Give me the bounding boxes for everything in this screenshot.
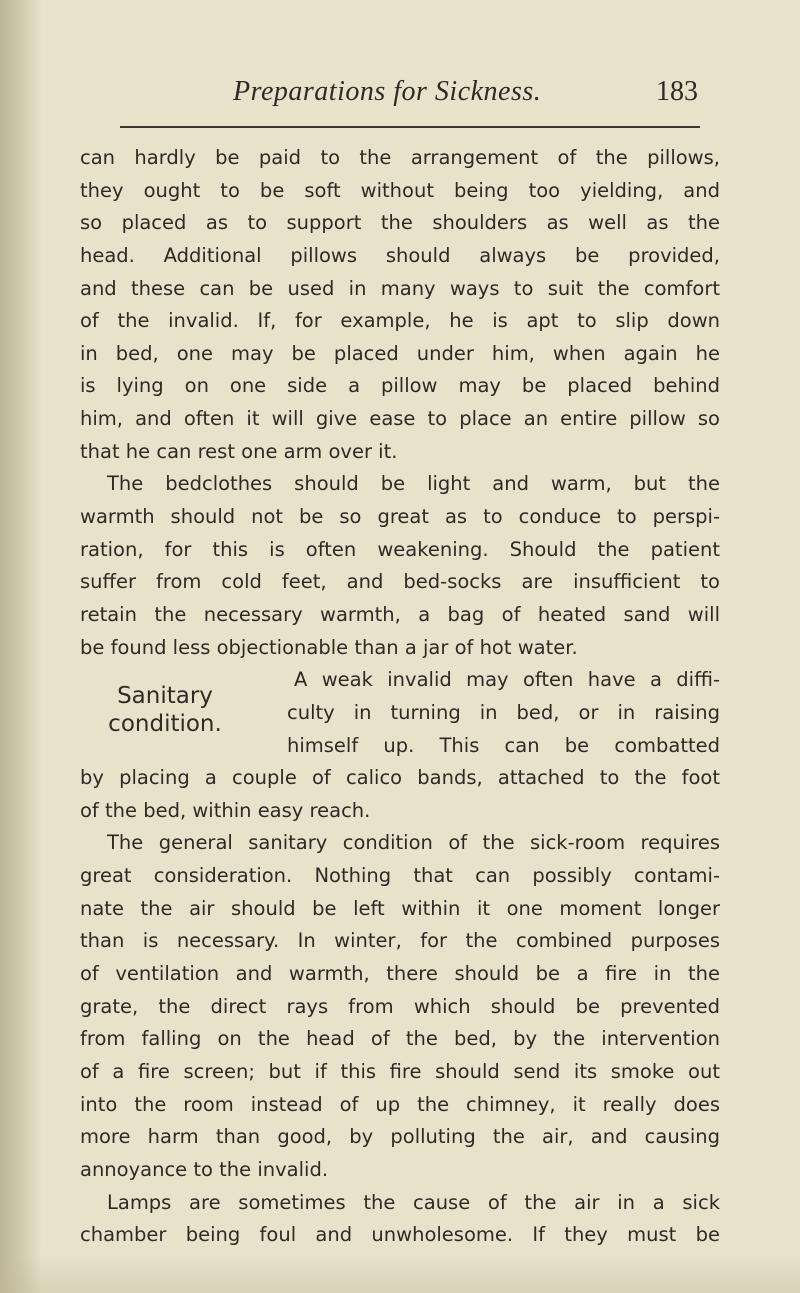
text-line: than is necessary. In winter, for the combined purposes: [80, 929, 720, 953]
running-title: Preparations for Sickness.: [233, 76, 542, 107]
text-line: ration, for this is often weakening. Should the patient: [80, 537, 720, 561]
text-line: can hardly be paid to the arrangement of the pillows,: [80, 146, 720, 169]
text-line: The bedclothes should be light and warm, but the: [107, 472, 720, 496]
text-line: is lying on one side a pillow may be placed behind: [80, 374, 720, 398]
text-line: they ought to be soft without being too yielding, and: [80, 178, 720, 202]
text-line: more harm than good, by polluting the air, and causing: [80, 1125, 720, 1149]
text-line: culty in turning in bed, or in raising: [287, 700, 720, 724]
margin-note: [80, 682, 250, 738]
text-line: by placing a couple of calico bands, attached to the foot: [80, 766, 720, 790]
text-line: grate, the direct rays from which should be prevented: [80, 994, 720, 1018]
text-line: from falling on the head of the bed, by the intervention: [80, 1027, 720, 1051]
text-line: retain the necessary warmth, a bag of heated sand will: [80, 602, 720, 626]
text-line: annoyance to the invalid.: [80, 1157, 329, 1181]
text-line: in bed, one may be placed under him, when again he: [80, 341, 720, 365]
side-note-block: [80, 664, 720, 762]
text-line: that he can rest one arm over it.: [80, 439, 398, 463]
text-line: nate the air should be left within it one moment longer: [80, 896, 720, 920]
text-line: chamber being foul and unwholesome. If they must be: [80, 1223, 720, 1247]
margin-note-line: condition.: [108, 711, 222, 738]
text-line: him, and often it will give ease to place an entire pillow so: [80, 407, 720, 431]
text-line: so placed as to support the shoulders as well as the: [80, 211, 720, 235]
text-line: head. Additional pillows should always be provided,: [80, 243, 720, 267]
text-line: suffer from cold feet, and bed-socks are insufficient to: [80, 570, 720, 594]
text-line: The general sanitary condition of the sick-room requires: [107, 831, 720, 855]
text-line: into the room instead of up the chimney, it really does: [80, 1092, 720, 1116]
header-rule: [120, 126, 700, 128]
text-line: and these can be used in many ways to suit the comfort: [80, 276, 720, 300]
margin-note-line: Sanitary: [117, 683, 213, 710]
running-head: [0, 76, 800, 116]
text-line: A weak invalid may often have a diffi-: [294, 668, 720, 692]
text-line: great consideration. Nothing that can possibly contami-: [80, 864, 720, 888]
page-bottom-shadow: [0, 1253, 800, 1293]
page-gutter-shadow: [0, 0, 42, 1293]
text-line: be found less objectionable than a jar of hot water.: [80, 635, 578, 659]
text-line: himself up. This can be combatted: [287, 733, 720, 757]
text-line: Lamps are sometimes the cause of the air in a sick: [107, 1190, 720, 1214]
text-line: of ventilation and warmth, there should be a fire in the: [80, 962, 720, 986]
text-line: warmth should not be so great as to conduce to perspi-: [80, 505, 720, 529]
page-number: 183: [656, 76, 698, 107]
text-line: of the bed, within easy reach.: [80, 798, 371, 822]
body-text: [80, 142, 720, 1252]
text-line: of the invalid. If, for example, he is apt to slip down: [80, 309, 720, 333]
text-line: of a fire screen; but if this fire should send its smoke out: [80, 1059, 720, 1083]
